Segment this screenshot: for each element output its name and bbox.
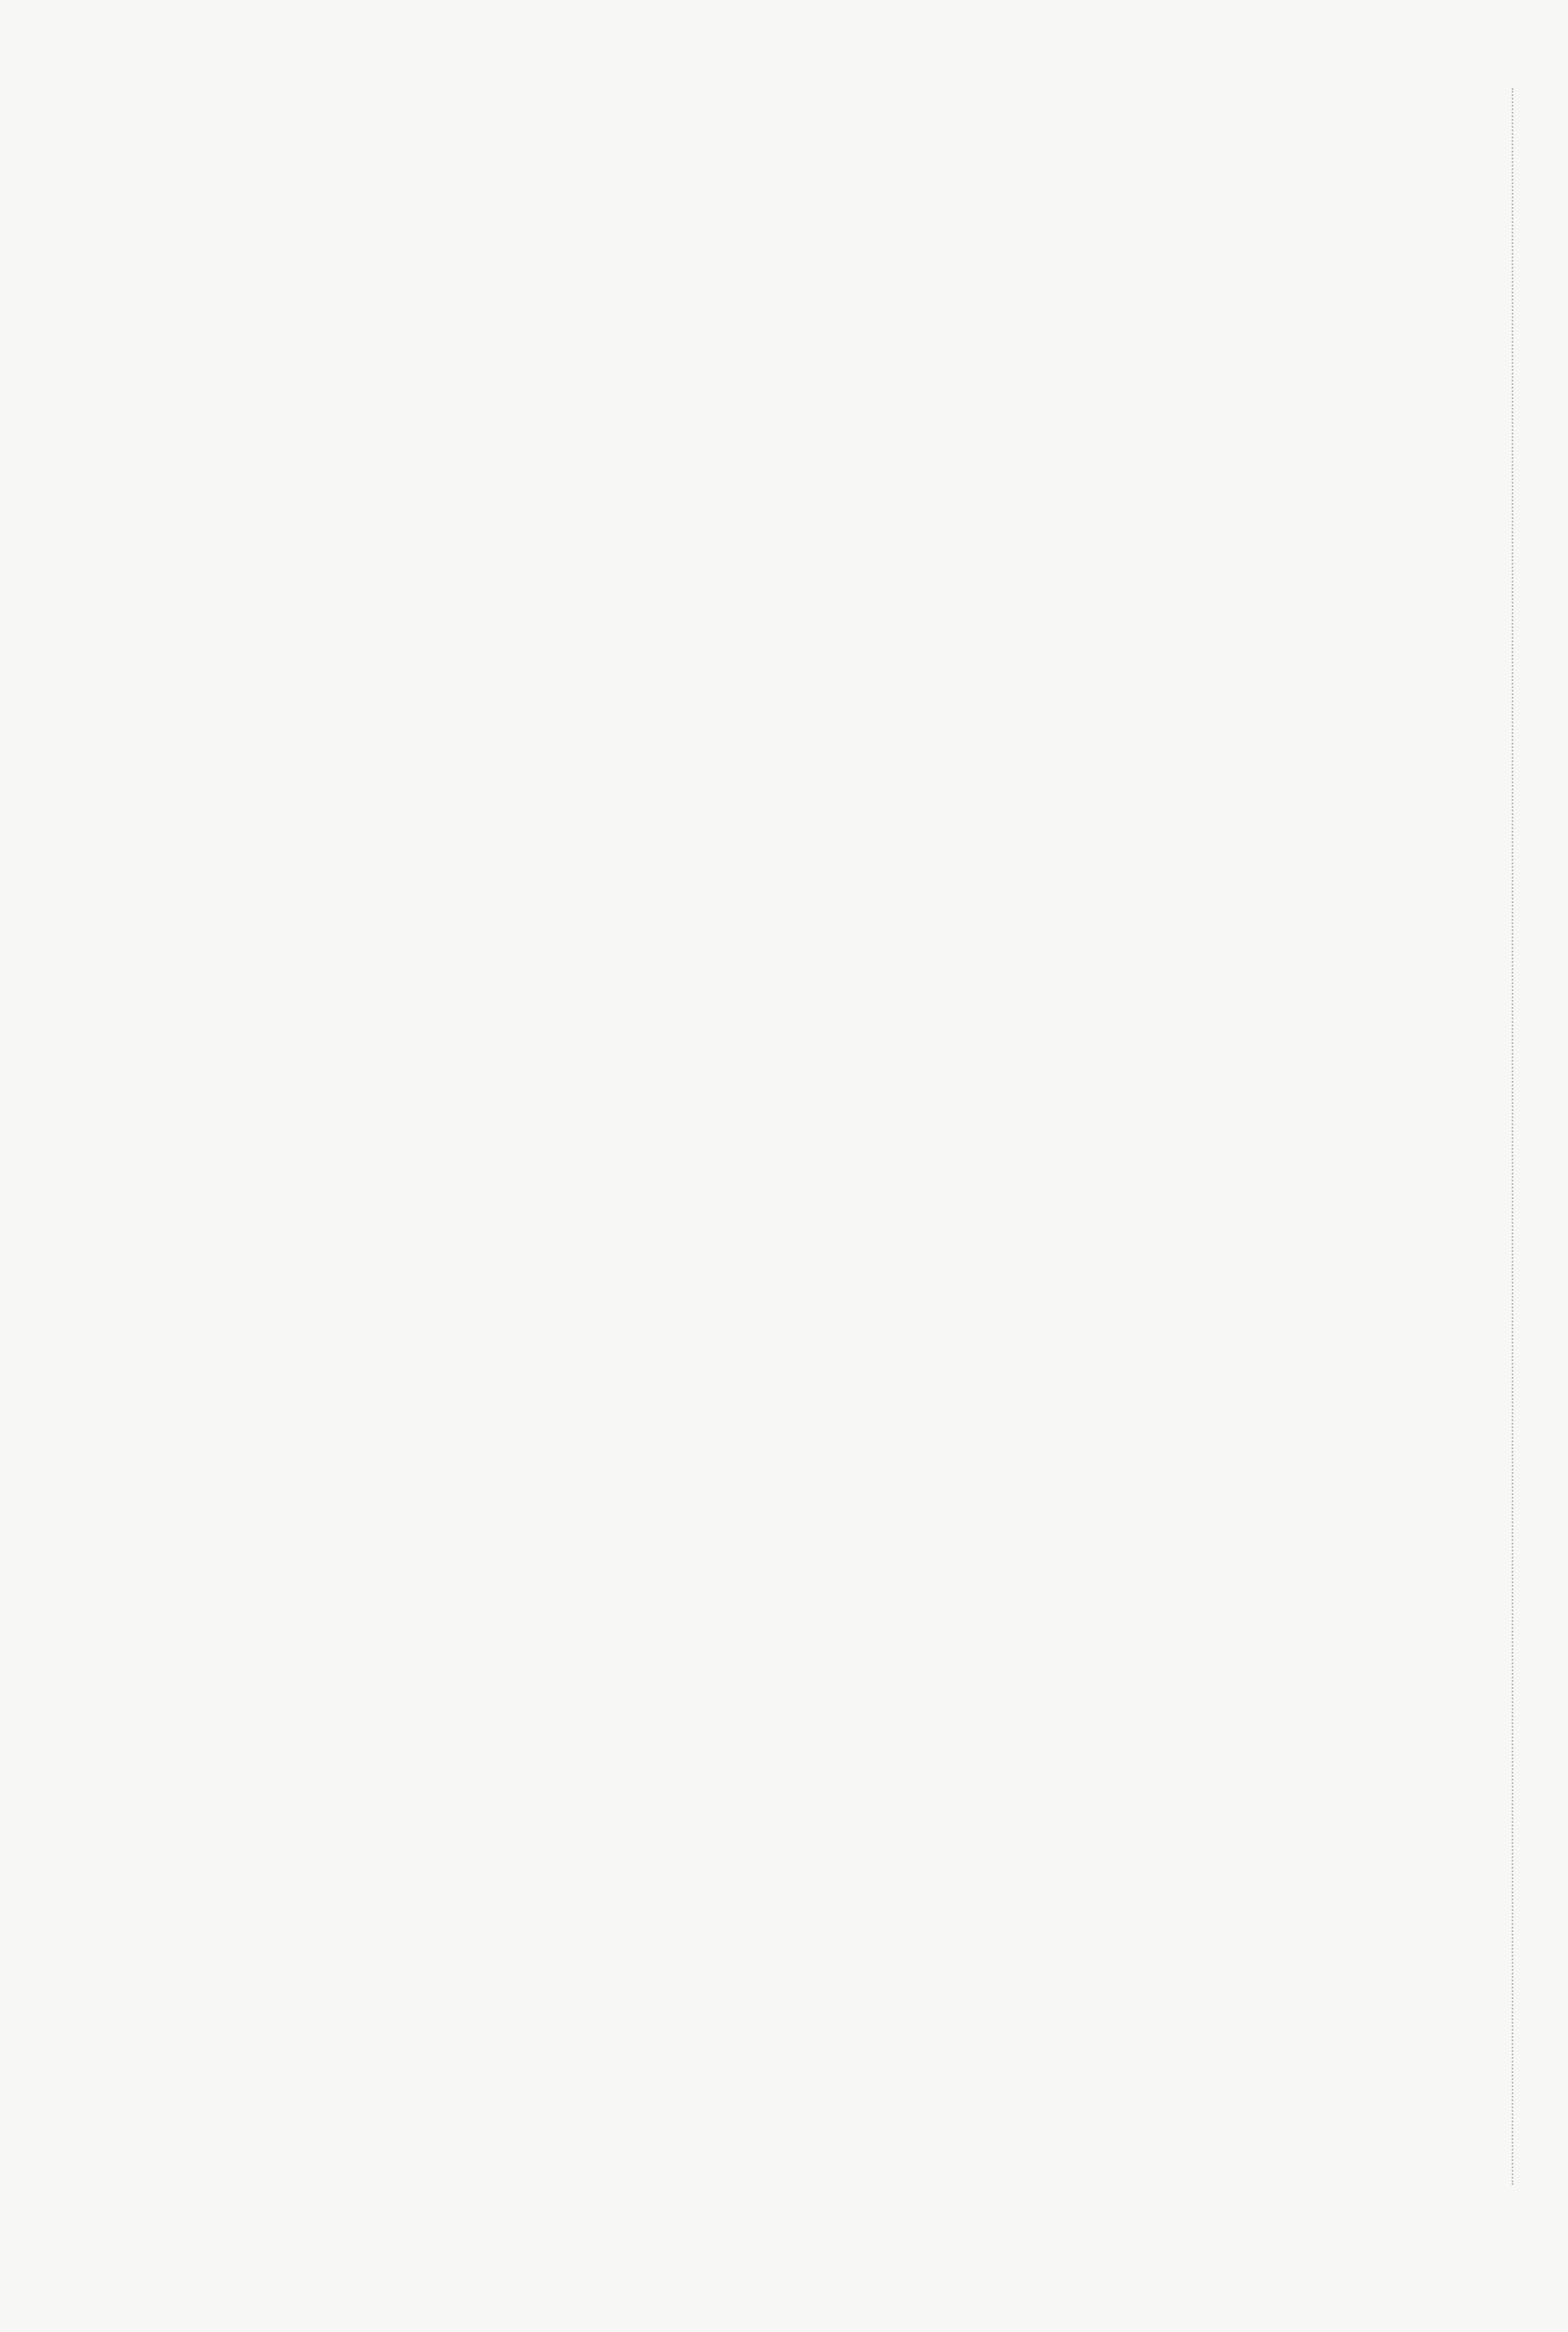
- next-page-cropped-column: [1512, 88, 1568, 2185]
- eleven-header: [16, 235, 1491, 305]
- task2-line-continued: [16, 165, 1491, 234]
- task2-line: [16, 95, 1491, 165]
- section-title: [16, 585, 1491, 662]
- answer-page: [16, 95, 1491, 662]
- essay-paragraph: [16, 305, 1491, 585]
